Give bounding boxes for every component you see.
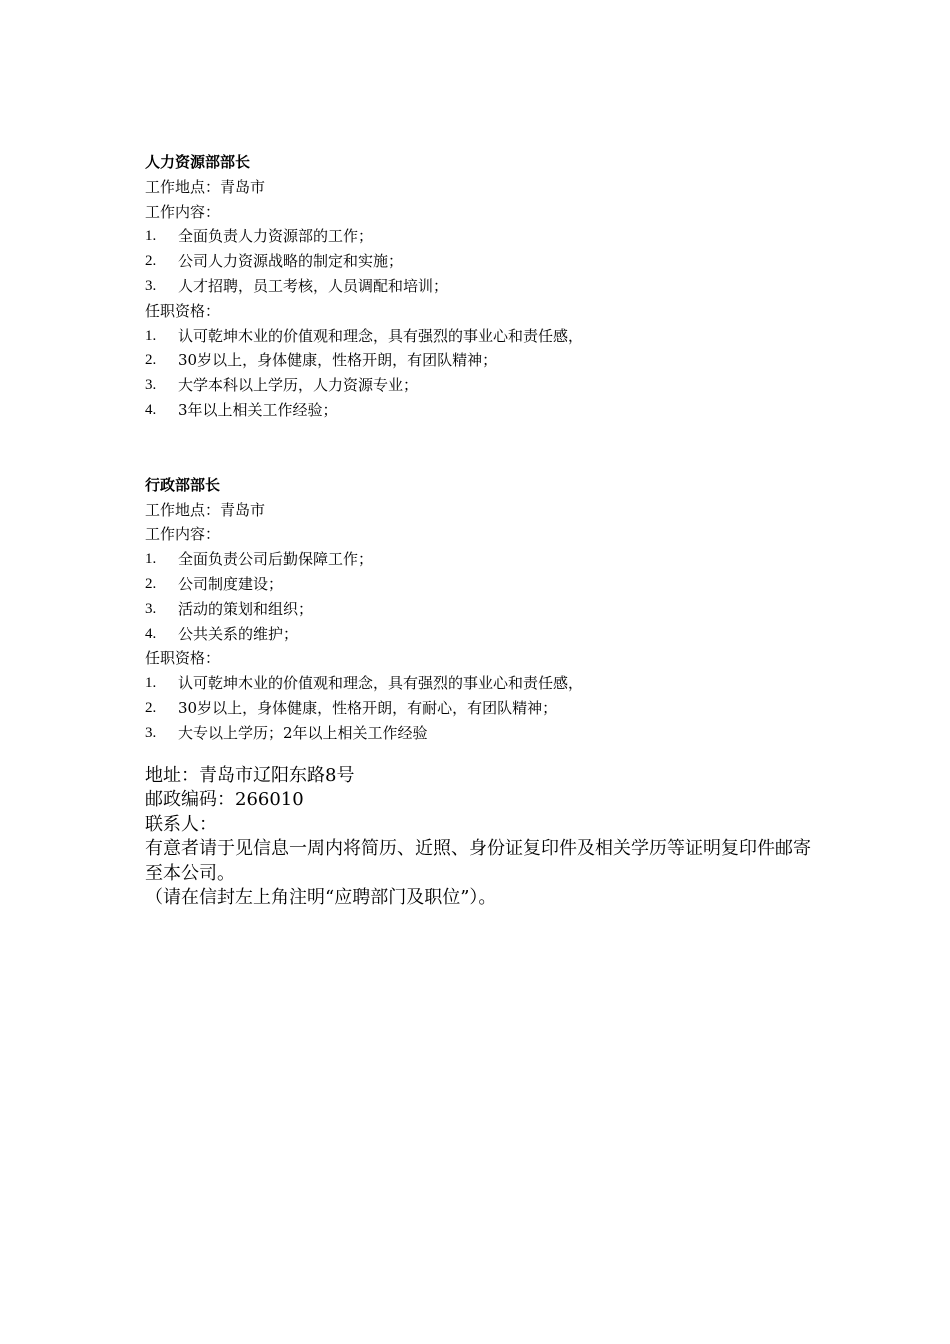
list-text: 30岁以上，身体健康，性格开朗，有团队精神； bbox=[178, 351, 498, 370]
list-item bbox=[145, 398, 825, 423]
job-content-heading: 工作内容： bbox=[145, 525, 221, 544]
list-item bbox=[145, 324, 825, 349]
list-text: 人才招聘，员工考核，人员调配和培训； bbox=[178, 276, 449, 295]
contact-address: 地址：青岛市辽阳东路8号 bbox=[145, 764, 355, 786]
list-item bbox=[145, 572, 825, 597]
contact-section bbox=[145, 764, 825, 911]
envelope-note: （请在信封左上角注明“应聘部门及职位”）。 bbox=[145, 887, 497, 909]
list-number: 1. bbox=[145, 327, 157, 344]
list-text: 全面负责人力资源部的工作； bbox=[178, 227, 374, 246]
list-text: 公共关系的维护； bbox=[178, 624, 299, 643]
list-item bbox=[145, 696, 825, 721]
document-body bbox=[145, 150, 825, 911]
list-item bbox=[145, 348, 825, 373]
list-text: 活动的策划和组织； bbox=[178, 599, 314, 618]
list-number: 3. bbox=[145, 277, 157, 294]
job-title: 行政部部长 bbox=[145, 475, 221, 494]
job-qualification-heading: 任职资格： bbox=[145, 301, 221, 320]
list-text: 公司人力资源战略的制定和实施； bbox=[178, 252, 404, 271]
list-item bbox=[145, 373, 825, 398]
list-item bbox=[145, 547, 825, 572]
list-text: 全面负责公司后勤保障工作； bbox=[178, 550, 374, 569]
job-location: 工作地点：青岛市 bbox=[145, 500, 266, 519]
list-number: 1. bbox=[145, 675, 157, 692]
list-text: 认可乾坤木业的价值观和理念，具有强烈的事业心和责任感， bbox=[178, 674, 584, 693]
list-text: 30岁以上，身体健康，性格开朗，有耐心，有团队精神； bbox=[178, 698, 558, 717]
job-posting-hr-director bbox=[145, 150, 825, 423]
list-item bbox=[145, 622, 825, 647]
list-item bbox=[145, 274, 825, 299]
list-number: 2. bbox=[145, 253, 157, 270]
job-content-heading: 工作内容： bbox=[145, 202, 221, 221]
list-number: 2. bbox=[145, 699, 157, 716]
list-item bbox=[145, 671, 825, 696]
list-number: 4. bbox=[145, 625, 157, 642]
job-qualification-heading: 任职资格： bbox=[145, 649, 221, 668]
list-number: 3. bbox=[145, 724, 157, 741]
contact-postal-code: 邮政编码：266010 bbox=[145, 789, 304, 811]
list-text: 大学本科以上学历，人力资源专业； bbox=[178, 376, 419, 395]
list-text: 3年以上相关工作经验； bbox=[178, 400, 338, 419]
list-item bbox=[145, 224, 825, 249]
list-number: 1. bbox=[145, 551, 157, 568]
list-number: 4. bbox=[145, 401, 157, 418]
list-number: 2. bbox=[145, 575, 157, 592]
list-item bbox=[145, 597, 825, 622]
job-posting-admin-director bbox=[145, 473, 825, 746]
list-text: 认可乾坤木业的价值观和理念，具有强烈的事业心和责任感， bbox=[178, 326, 584, 345]
list-item bbox=[145, 721, 825, 746]
list-number: 3. bbox=[145, 377, 157, 394]
list-number: 1. bbox=[145, 228, 157, 245]
list-number: 2. bbox=[145, 352, 157, 369]
job-title: 人力资源部部长 bbox=[145, 153, 251, 171]
list-text: 公司制度建设； bbox=[178, 574, 284, 593]
list-text: 大专以上学历；2年以上相关工作经验 bbox=[178, 723, 428, 742]
contact-person: 联系人： bbox=[145, 813, 217, 835]
job-location: 工作地点：青岛市 bbox=[145, 177, 266, 196]
application-instruction: 有意者请于见信息一周内将简历、近照、身份证复印件及相关学历等证明复印件邮寄至本公司。 bbox=[145, 838, 811, 884]
list-item bbox=[145, 249, 825, 274]
list-number: 3. bbox=[145, 600, 157, 617]
